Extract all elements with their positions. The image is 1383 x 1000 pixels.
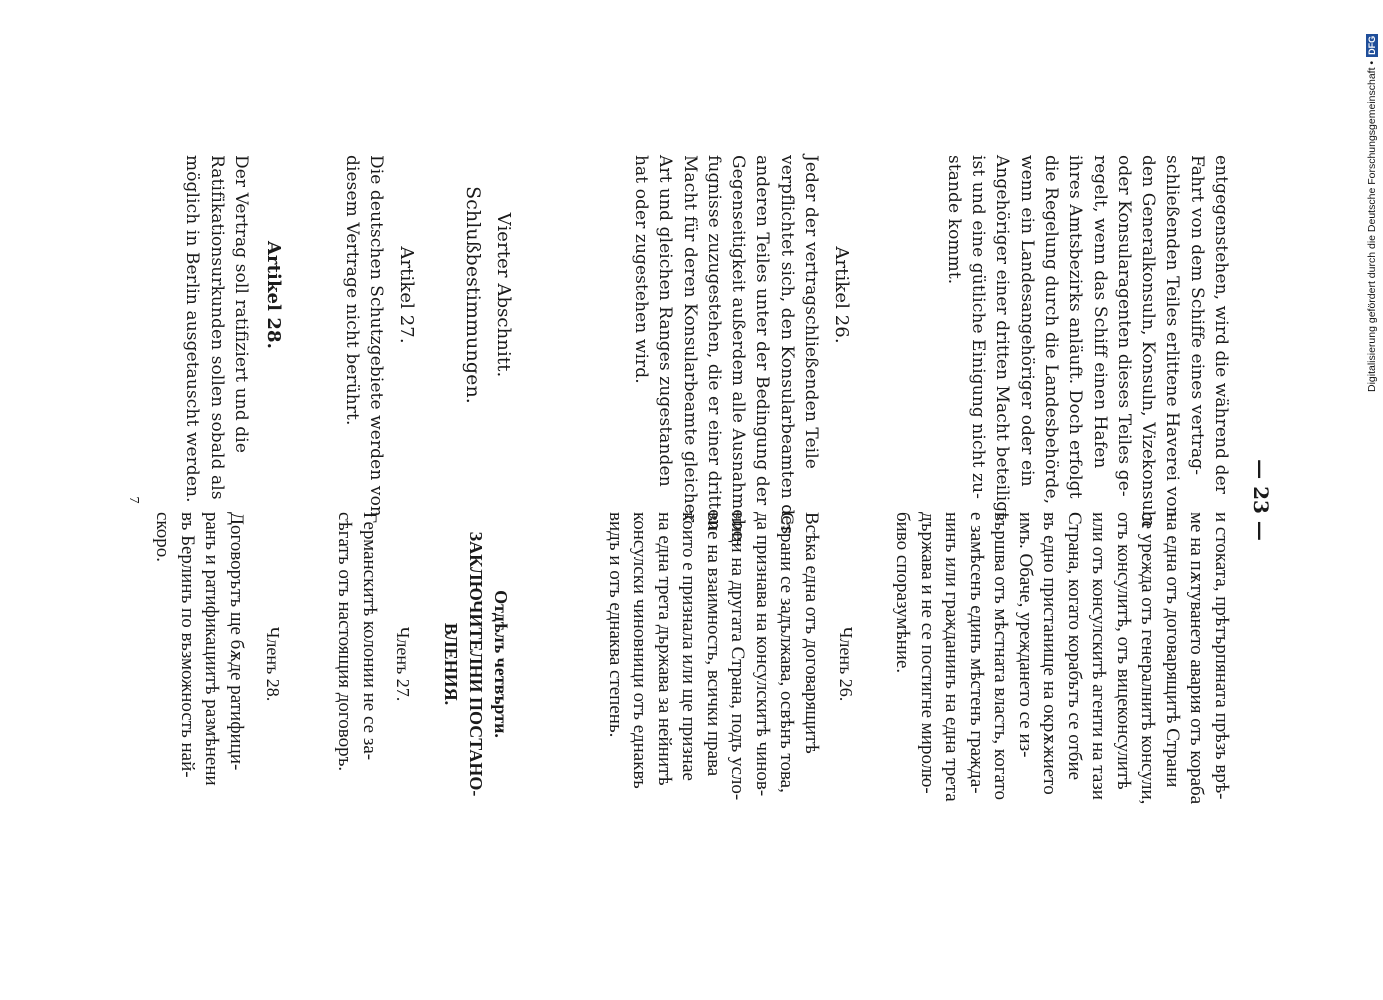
german-continuation-line: schließenden Teiles erlittene Haverei von <box>1162 155 1183 518</box>
bulgarian-continuation-line: се урежда отъ генералнитѣ консули, <box>1137 512 1159 805</box>
bulgarian-article-27-line: сѣгатъ отъ настоящия договоръ. <box>334 512 356 772</box>
bulgarian-continuation-line: имъ. Обаче, уреждането се из- <box>1015 512 1036 758</box>
german-continuation-line: ist und eine gütliche Einigung nicht zu- <box>968 155 989 499</box>
bulgarian-article-28-heading: Членъ 28. <box>263 626 283 702</box>
bulgarian-article-26-line: видъ и отъ еднаква степень. <box>605 512 626 738</box>
bulgarian-article-27-paragraph <box>332 512 381 816</box>
bulgarian-article-27-line: Германскитѣ колонии не се за- <box>359 512 380 761</box>
german-continuation-line: regelt, wenn das Schiff einen Hafen <box>1089 155 1110 469</box>
german-article-26-line: Macht für deren Konsularbeamte gleicher <box>679 155 700 523</box>
bulgarian-article-28-line: въ Берлинъ по възможность най- <box>177 512 198 778</box>
bulgarian-section-heading: Отдѣлъ четвърти. <box>491 590 511 738</box>
bulgarian-article-28-text <box>150 512 248 816</box>
bulgarian-article-26-heading: Членъ 26. <box>836 626 856 702</box>
bulgarian-article-26-text <box>603 512 824 816</box>
german-article-26-line: Art und gleichen Ranges zugestanden <box>655 155 676 487</box>
bulgarian-continuation-line: е замѣсенъ единъ мѣстенъ гражда- <box>966 512 987 794</box>
bulgarian-article-26-line: Страни се задължава, освѣнъ това, <box>776 512 798 793</box>
german-article-26-line: fugnisse zuzugestehen, die er einer dritten <box>703 155 724 531</box>
german-article-26-line: anderen Teiles unter der Bedingung der <box>752 155 773 506</box>
signature-mark: 7 <box>126 496 141 504</box>
german-article-28-line: Der Vertrag soll ratifiziert und die <box>231 155 251 453</box>
german-article-26-text <box>629 155 823 547</box>
bulgarian-article-26-line: ници на другата Страна, подъ усло- <box>727 512 749 801</box>
german-continuation-line: den Generalkonsuln, Konsuln, Vizekonsuln <box>1138 155 1159 528</box>
bulgarian-article-26-paragraph <box>603 512 824 816</box>
bulgarian-continuation-line: въ едно пристанище на окрѫжието <box>1039 512 1061 795</box>
bulgarian-article-26-line: да признава на консулскитѣ чинов- <box>752 512 773 797</box>
credit-text: Digitalisierung gefördert durch die Deutsche Forschungsgemeinschaft • <box>1366 60 1378 392</box>
bulgarian-article-26-line: Всѣка една отъ договарящитѣ <box>801 512 822 754</box>
bulgarian-article-27-heading: Членъ 27. <box>393 626 413 702</box>
bulgarian-continuation-line: вършва отъ мѣстната власть, когато <box>990 512 1012 800</box>
bulgarian-continuation-line: биво споразумѣние. <box>892 512 914 674</box>
bulgarian-continuation-line: или отъ консулскитѣ агенти на тази <box>1088 512 1110 800</box>
german-article-27-heading: Artikel 27. <box>396 246 417 344</box>
german-column <box>941 155 1233 528</box>
bulgarian-continuation-line: нинъ или гражданинъ на една трета <box>941 512 963 802</box>
bulgarian-article-26-line: които е признала или ще признае <box>678 512 700 781</box>
bulgarian-article-28-line: Договорътъ ще бѫде ратифици- <box>226 512 247 771</box>
german-article-27-paragraph <box>339 155 388 517</box>
german-article-26-line: Jeder der vertragschließenden Teile <box>801 155 821 469</box>
bulgarian-article-27-text <box>332 512 381 816</box>
credit-line <box>1362 12 1382 392</box>
german-article-28-text <box>180 155 253 503</box>
bulgarian-section-title <box>439 512 488 816</box>
bulgarian-article-26-line: консулски чиновници отъ еднаквъ <box>629 512 651 789</box>
bulgarian-continuation-line: ме на пѫтуването авария отъ кораба <box>1186 512 1208 805</box>
bulgarian-continuation-line: на една отъ договарящитѣ Страни <box>1162 512 1183 788</box>
german-continuation-line: oder Konsularagenten dieses Teiles ge- <box>1113 155 1134 497</box>
german-section-title: Schlußbestimmungen. <box>462 186 484 404</box>
german-article-28-paragraph <box>180 155 253 503</box>
bulgarian-continuation-line: и стоката, прѣтърпяната прѣзъ врѣ- <box>1211 512 1232 800</box>
bulgarian-column <box>890 512 1233 816</box>
bulgarian-continuation-line: отъ консулитѣ, отъ вицеконсулитѣ <box>1113 512 1134 790</box>
german-article-26-line: hat oder zugestehen wird. <box>630 155 651 384</box>
german-continuation-line: entgegenstehen, wird die während der <box>1211 155 1231 494</box>
bulgarian-article-28-line: ранъ и ратификациитѣ размѣнени <box>201 512 223 786</box>
german-article-26-line: verpflichtet sich, den Konsularbeamten des <box>776 155 797 535</box>
german-continuation-paragraph <box>941 155 1233 528</box>
dfg-logo-icon: DFG <box>1367 35 1377 55</box>
german-article-26-line: Gegenseitigkeit außerdem alle Ausnahmebe- <box>728 155 749 547</box>
bulgarian-article-28-line: скоро. <box>152 512 174 562</box>
german-continuation-line: ihres Amtsbezirks anläuft. Doch erfolgt <box>1065 155 1086 499</box>
bulgarian-section-title-lines <box>439 512 488 816</box>
german-article-26-heading: Artikel 26. <box>831 246 852 344</box>
bulgarian-section-title-line: ЗАКЛЮЧИТЕЛНИ ПОСТАНО- <box>466 531 486 797</box>
german-continuation-line: stande kommt. <box>943 155 964 285</box>
german-section-heading: Vierter Abschnitt. <box>493 212 514 378</box>
german-article-26-paragraph <box>629 155 823 547</box>
bulgarian-article-26-line: на една трета държава за нейнитѣ <box>654 512 675 786</box>
bulgarian-article-28-paragraph <box>150 512 248 816</box>
german-article-28-line: möglich in Berlin ausgetauscht werden. <box>182 155 203 503</box>
german-article-28-heading: Artikel 28. <box>263 240 284 350</box>
german-article-27-line: diesem Vertrage nicht berührt. <box>341 155 362 426</box>
german-continuation-line: Fahrt von dem Schiffe eines vertrag- <box>1186 155 1207 476</box>
digitization-credit <box>1362 12 1382 392</box>
page-number-header: — 23 — <box>1249 459 1273 541</box>
bulgarian-article-26-line: вие на взаимность, всички права <box>703 512 724 777</box>
german-article-28-line: Ratifikationsurkunden sollen sobald als <box>206 155 227 500</box>
bulgarian-section-title-line: ВЛЕНИЯ. <box>441 622 462 706</box>
german-continuation-line: Angehöriger einer dritten Macht beteiligt <box>992 155 1013 520</box>
bulgarian-continuation-line: държава и не се постигне миролю- <box>917 512 938 794</box>
german-continuation-line: die Regelung durch die Landesbehörde, <box>1040 155 1061 505</box>
german-article-27-text <box>339 155 388 517</box>
german-article-27-line: Die deutschen Schutzgebiete werden von <box>366 155 386 517</box>
bulgarian-continuation-line: Страна, когато корабътъ се отбие <box>1064 512 1085 781</box>
german-continuation-line: wenn ein Landesangehöriger oder ein <box>1016 155 1037 487</box>
bulgarian-continuation-paragraph <box>890 512 1233 816</box>
